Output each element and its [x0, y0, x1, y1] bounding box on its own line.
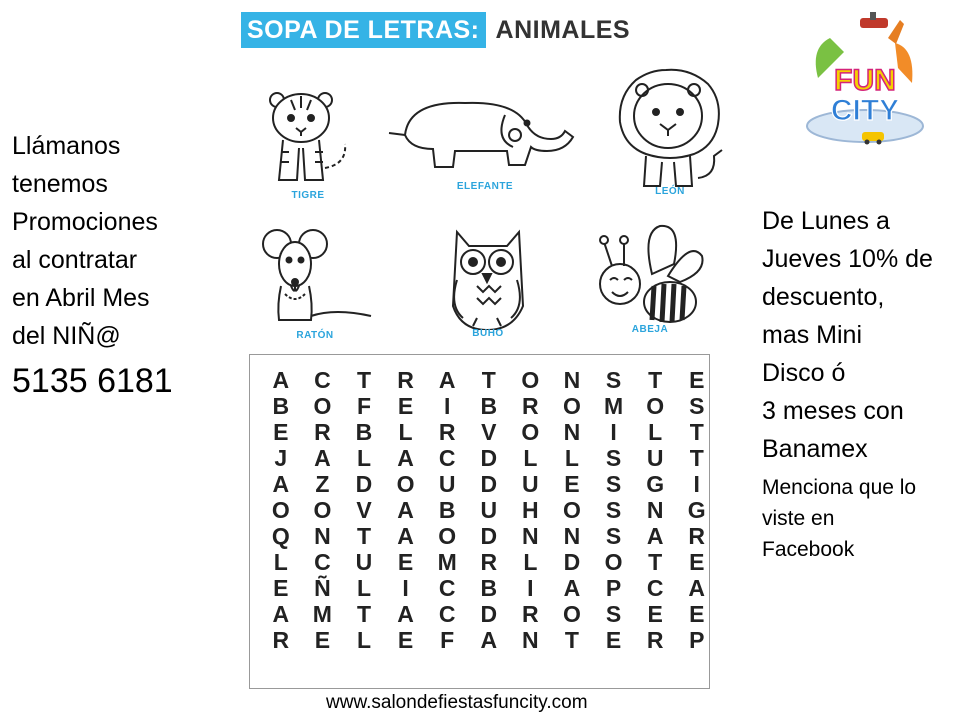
grid-cell: L — [356, 575, 372, 601]
grid-cell: E — [605, 627, 622, 653]
grid-cell: E — [689, 601, 705, 627]
grid-cell: O — [563, 497, 581, 523]
grid-cell: S — [605, 367, 622, 393]
grid-cell: I — [527, 575, 534, 601]
promo-line: tenemos — [12, 170, 108, 198]
animal-label: RATÓN — [296, 330, 334, 341]
grid-cell: C — [438, 445, 456, 471]
grid-cell: T — [481, 367, 496, 393]
grid-cell: E — [689, 549, 705, 575]
grid-cell: S — [605, 601, 622, 627]
grid-cell: L — [398, 419, 413, 445]
grid-cell: P — [689, 627, 705, 653]
animal-label: LEÓN — [655, 186, 685, 197]
promo-line: De Lunes a — [762, 207, 890, 235]
grid-cell: R — [397, 367, 414, 393]
grid-cell: M — [312, 601, 332, 627]
grid-cell: C — [314, 367, 331, 393]
grid-cell: A — [397, 497, 414, 523]
grid-cell: T — [648, 367, 663, 393]
grid-cell: G — [687, 497, 706, 523]
grid-cell: I — [693, 471, 700, 497]
grid-cell: E — [314, 627, 331, 653]
grid-cell: O — [438, 523, 457, 549]
animal-label: ABEJA — [631, 324, 669, 335]
grid-cell: C — [314, 549, 331, 575]
grid-cell: O — [396, 471, 415, 497]
tiger-icon — [263, 88, 353, 188]
grid-cell: I — [610, 419, 617, 445]
elephant-icon — [385, 95, 585, 185]
animal-buho — [438, 226, 538, 339]
promo-note-line: viste en — [762, 507, 835, 530]
grid-cell: N — [522, 523, 539, 549]
grid-cell: A — [272, 367, 290, 393]
grid-cell: T — [689, 419, 704, 445]
grid-cell: E — [689, 367, 705, 393]
grid-cell: A — [397, 445, 414, 471]
grid-cell: A — [314, 445, 331, 471]
grid-cell: I — [443, 393, 451, 419]
promo-line: descuento, — [762, 283, 885, 311]
phone-number: 5135 6181 — [12, 362, 173, 400]
grid-cell: U — [522, 471, 539, 497]
grid-cell: L — [648, 419, 663, 445]
grid-cell: S — [605, 445, 622, 471]
grid-cell: N — [646, 497, 664, 523]
grid-cell: B — [480, 393, 498, 419]
grid-cell: O — [313, 497, 332, 523]
grid-cell: R — [522, 393, 539, 419]
grid-cell: H — [522, 497, 539, 523]
grid-cell: G — [646, 471, 665, 497]
grid-cell: L — [356, 445, 372, 471]
lion-icon — [610, 66, 730, 190]
grid-cell: E — [397, 393, 414, 419]
grid-cell: A — [646, 523, 664, 549]
promo-line: Llámanos — [12, 132, 121, 160]
grid-cell: C — [438, 601, 456, 627]
grid-cell: A — [397, 523, 414, 549]
grid-cell: D — [563, 549, 581, 575]
grid-cell: L — [564, 445, 579, 471]
grid-cell: R — [480, 549, 498, 575]
word-search-box — [249, 354, 710, 689]
grid-cell: F — [356, 393, 372, 419]
promo-line: Jueves 10% de — [762, 245, 933, 273]
grid-cell: S — [605, 497, 622, 523]
logo-text-city: CITY — [830, 94, 900, 127]
animal-label: ELEFANTE — [456, 181, 514, 192]
promo-left — [12, 127, 212, 403]
grid-cell: M — [437, 549, 457, 575]
grid-cell: C — [646, 575, 664, 601]
funcity-logo — [800, 8, 930, 148]
animal-label: TIGRE — [291, 190, 325, 201]
grid-cell: O — [271, 497, 290, 523]
grid-cell: E — [273, 575, 289, 601]
grid-cell: S — [605, 471, 622, 497]
grid-cell: B — [438, 497, 456, 523]
grid-cell: Z — [315, 471, 330, 497]
grid-cell: V — [356, 497, 372, 523]
grid-cell: C — [438, 575, 456, 601]
promo-note-line: Menciona que lo — [762, 476, 917, 499]
grid-cell: T — [564, 627, 579, 653]
grid-cell: T — [689, 445, 704, 471]
grid-cell: U — [438, 471, 456, 497]
grid-cell: A — [480, 627, 498, 653]
grid-cell: L — [273, 549, 288, 575]
grid-cell: O — [521, 419, 540, 445]
grid-cell: B — [355, 419, 373, 445]
grid-cell: O — [313, 393, 332, 419]
grid-cell: P — [605, 575, 622, 601]
promo-right — [762, 202, 960, 565]
grid-cell: N — [563, 419, 581, 445]
grid-cell: B — [272, 393, 290, 419]
owl-icon — [443, 226, 533, 330]
grid-cell: I — [402, 575, 409, 601]
grid-cell: R — [522, 601, 539, 627]
animal-abeja — [590, 222, 710, 335]
grid-cell: B — [480, 575, 498, 601]
bee-icon — [590, 222, 710, 330]
animal-tigre — [258, 88, 358, 201]
website-url: www.salondefiestasfuncity.com — [326, 692, 588, 713]
grid-cell: R — [438, 419, 456, 445]
grid-cell: J — [274, 445, 288, 471]
grid-cell: S — [689, 393, 705, 419]
grid-cell: N — [522, 627, 539, 653]
promo-line: en Abril Mes — [12, 284, 150, 312]
grid-cell: Ñ — [314, 575, 331, 601]
promo-line: 3 meses con — [762, 397, 904, 425]
grid-cell: E — [647, 601, 663, 627]
promo-line: del NIÑ@ — [12, 322, 121, 350]
grid-cell: E — [397, 627, 414, 653]
animal-elefante — [385, 95, 585, 192]
page-title — [241, 10, 630, 50]
grid-cell: D — [480, 471, 498, 497]
grid-cell: A — [688, 575, 706, 601]
grid-cell: S — [605, 523, 622, 549]
mouse-icon — [255, 224, 375, 328]
grid-cell: A — [397, 601, 414, 627]
grid-cell: V — [481, 419, 497, 445]
word-search-grid — [260, 367, 718, 653]
grid-cell: O — [521, 367, 540, 393]
grid-cell: U — [646, 445, 664, 471]
grid-cell: N — [563, 367, 581, 393]
grid-cell: A — [438, 367, 456, 393]
animal-label: BUHO — [472, 328, 504, 339]
grid-cell: D — [355, 471, 373, 497]
grid-cell: A — [563, 575, 581, 601]
grid-cell: R — [314, 419, 331, 445]
grid-cell: L — [523, 445, 538, 471]
logo-text-fun: FUN — [834, 64, 896, 97]
grid-cell: R — [646, 627, 664, 653]
promo-line: mas Mini — [762, 321, 863, 349]
grid-cell: R — [688, 523, 706, 549]
grid-cell: F — [440, 627, 455, 653]
grid-cell: R — [272, 627, 290, 653]
grid-cell: D — [480, 445, 498, 471]
grid-cell: A — [272, 601, 290, 627]
grid-cell: T — [356, 601, 372, 627]
grid-cell: E — [564, 471, 580, 497]
grid-cell: T — [356, 367, 372, 393]
grid-cell: O — [563, 601, 581, 627]
grid-cell: U — [355, 549, 373, 575]
grid-cell: U — [480, 497, 498, 523]
grid-cell: O — [646, 393, 665, 419]
title-sub: ANIMALES — [495, 15, 631, 44]
promo-line: Promociones — [12, 208, 158, 236]
grid-cell: T — [648, 549, 663, 575]
grid-cell: D — [480, 523, 498, 549]
grid-cell: T — [356, 523, 372, 549]
title-main: SOPA DE LETRAS: — [241, 12, 486, 48]
promo-line: Disco ó — [762, 359, 846, 387]
grid-cell: E — [397, 549, 414, 575]
grid-cell: Q — [271, 523, 290, 549]
grid-cell: N — [314, 523, 331, 549]
promo-note-line: Facebook — [762, 538, 855, 561]
animal-leon — [610, 66, 730, 197]
promo-note — [762, 472, 960, 565]
grid-cell: O — [563, 393, 581, 419]
animal-raton — [255, 224, 375, 341]
grid-cell: D — [480, 601, 498, 627]
grid-cell: M — [603, 393, 624, 419]
grid-cell: L — [523, 549, 538, 575]
grid-cell: L — [356, 627, 372, 653]
promo-line: Banamex — [762, 435, 868, 463]
grid-cell: E — [273, 419, 289, 445]
grid-cell: N — [563, 523, 581, 549]
grid-cell: A — [272, 471, 290, 497]
promo-line: al contratar — [12, 246, 138, 274]
grid-cell: O — [604, 549, 623, 575]
